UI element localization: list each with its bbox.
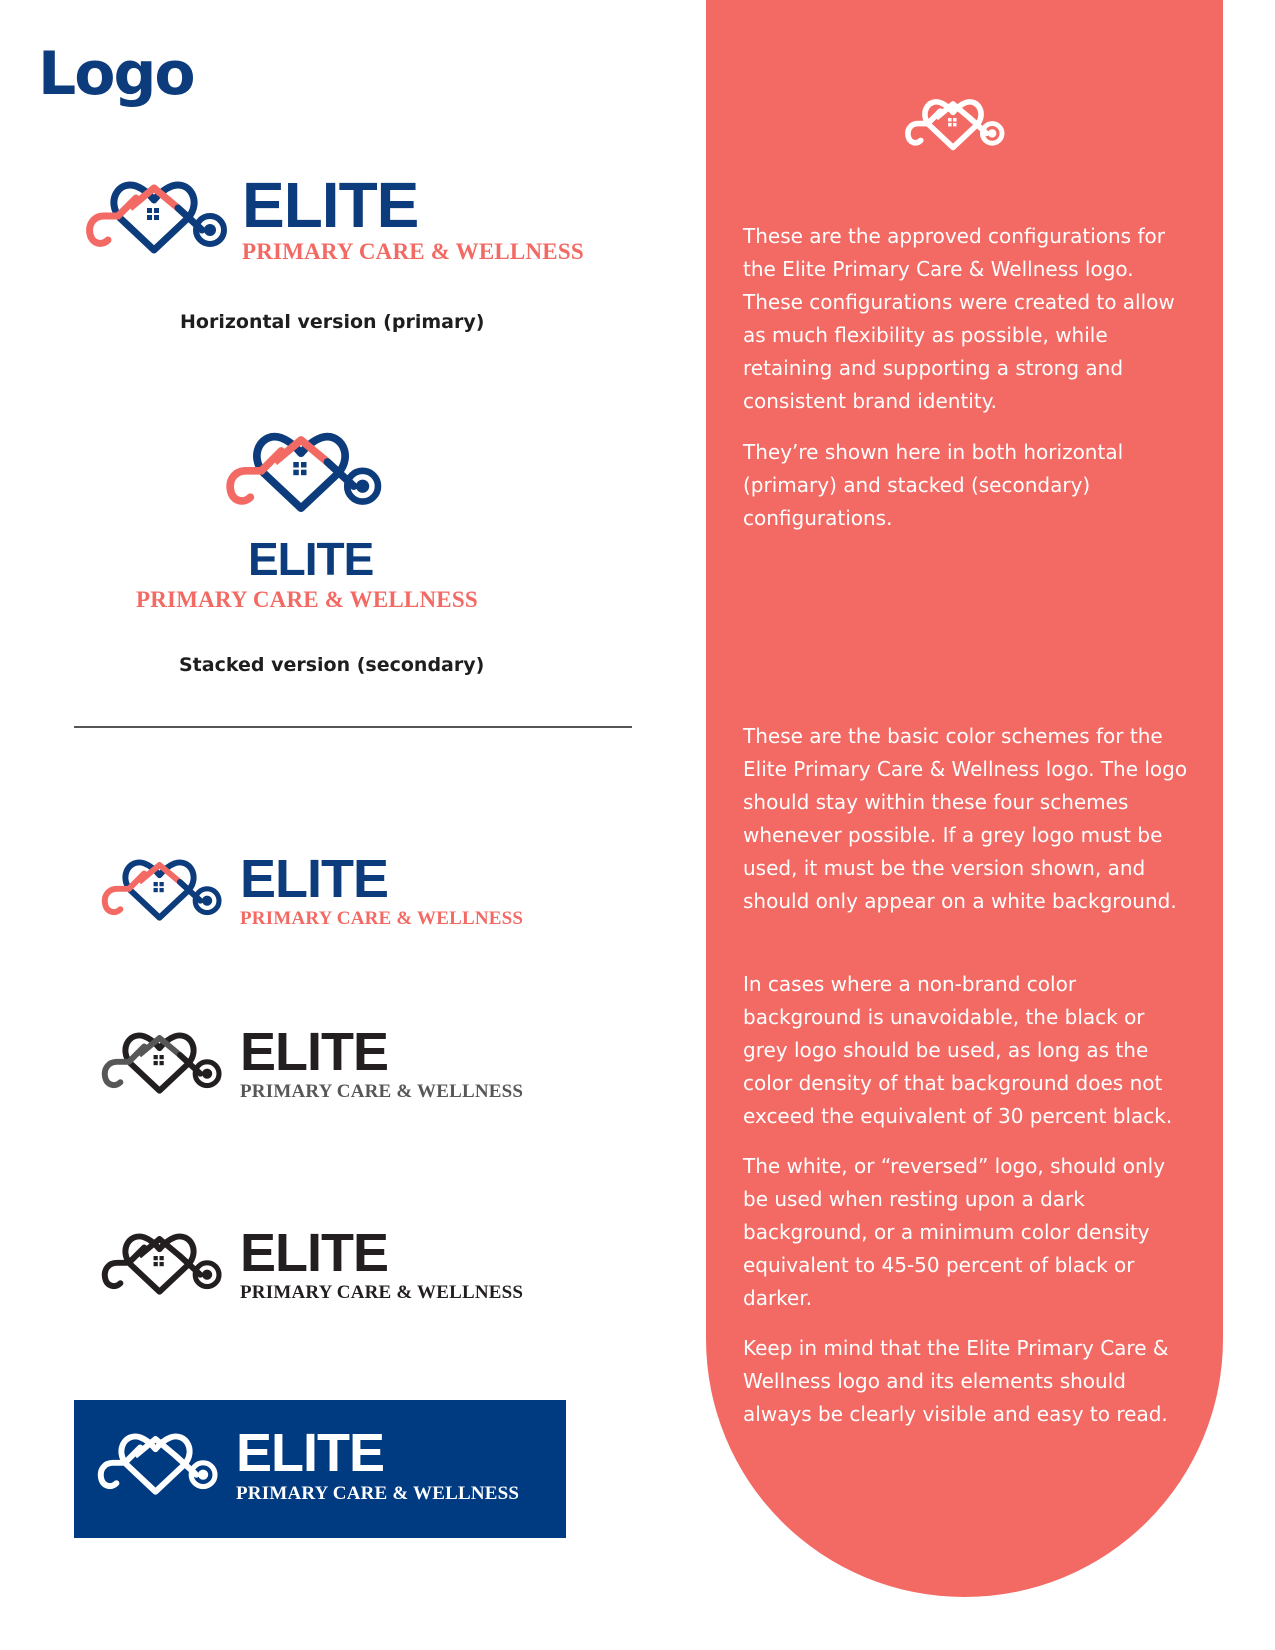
intro-paragraph: They’re shown here in both horizontal (primary) and stacked (secondary) configurations. bbox=[743, 440, 1124, 530]
color-paragraph: The white, or “reversed” logo, should only be used when resting upon a dark background, or a minimum color density equivalent to 45-50 percent of black or darker. bbox=[743, 1154, 1166, 1310]
brand-tagline: PRIMARY CARE & WELLNESS bbox=[136, 587, 478, 612]
color-paragraph: In cases where a non-brand color background is unavoidable, the black or grey logo should be used, as long as the color density of that background does not exceed the equivalent of 30 percent black. bbox=[743, 972, 1173, 1128]
section-divider bbox=[74, 726, 632, 728]
heart-stethoscope-icon bbox=[904, 90, 1016, 160]
logo-reversed bbox=[96, 1422, 556, 1512]
stacked-caption: Stacked version (secondary) bbox=[179, 654, 485, 676]
brand-tagline: PRIMARY CARE & WELLNESS bbox=[240, 908, 524, 929]
heart-stethoscope-icon bbox=[212, 418, 412, 528]
brand-name: ELITE bbox=[240, 849, 389, 909]
brand-name: ELITE bbox=[240, 1022, 389, 1082]
logo-grey bbox=[100, 1021, 560, 1101]
heart-stethoscope-icon bbox=[100, 848, 236, 933]
page-title: Logo bbox=[38, 39, 194, 109]
brand-name: ELITE bbox=[242, 169, 419, 241]
logo-horizontal-primary bbox=[84, 168, 604, 268]
heart-stethoscope-icon bbox=[100, 1222, 236, 1307]
color-paragraph: Keep in mind that the Elite Primary Care & Wellness logo and its elements should always be clearly visible and easy to read. bbox=[743, 1336, 1169, 1426]
brand-name: ELITE bbox=[236, 1423, 385, 1483]
brand-tagline: PRIMARY CARE & WELLNESS bbox=[236, 1483, 520, 1504]
intro-paragraph: These are the approved configurations for the Elite Primary Care & Wellness logo. These configurations were created to allow as much flexibility as possible, while retaining and supporting a strong and consistent brand identity. bbox=[743, 224, 1175, 413]
logo-full-color bbox=[100, 848, 560, 928]
logo-stacked-secondary bbox=[136, 418, 496, 618]
heart-stethoscope-icon bbox=[100, 1021, 236, 1106]
brand-tagline: PRIMARY CARE & WELLNESS bbox=[240, 1282, 524, 1303]
color-paragraph: These are the basic color schemes for the Elite Primary Care & Wellness logo. The logo should stay within these four schemes whenever possible. If a grey logo must be used, it must be the version shown, and should only appear on a white background. bbox=[743, 724, 1188, 913]
heart-stethoscope-icon bbox=[96, 1422, 232, 1507]
logo-icon-white bbox=[904, 90, 1016, 164]
brand-tagline: PRIMARY CARE & WELLNESS bbox=[240, 1081, 524, 1102]
brand-name: ELITE bbox=[248, 533, 374, 585]
brand-tagline: PRIMARY CARE & WELLNESS bbox=[242, 239, 584, 264]
brand-name: ELITE bbox=[240, 1223, 389, 1283]
heart-stethoscope-icon bbox=[84, 168, 244, 268]
logo-black bbox=[100, 1222, 560, 1302]
horizontal-caption: Horizontal version (primary) bbox=[180, 311, 485, 333]
